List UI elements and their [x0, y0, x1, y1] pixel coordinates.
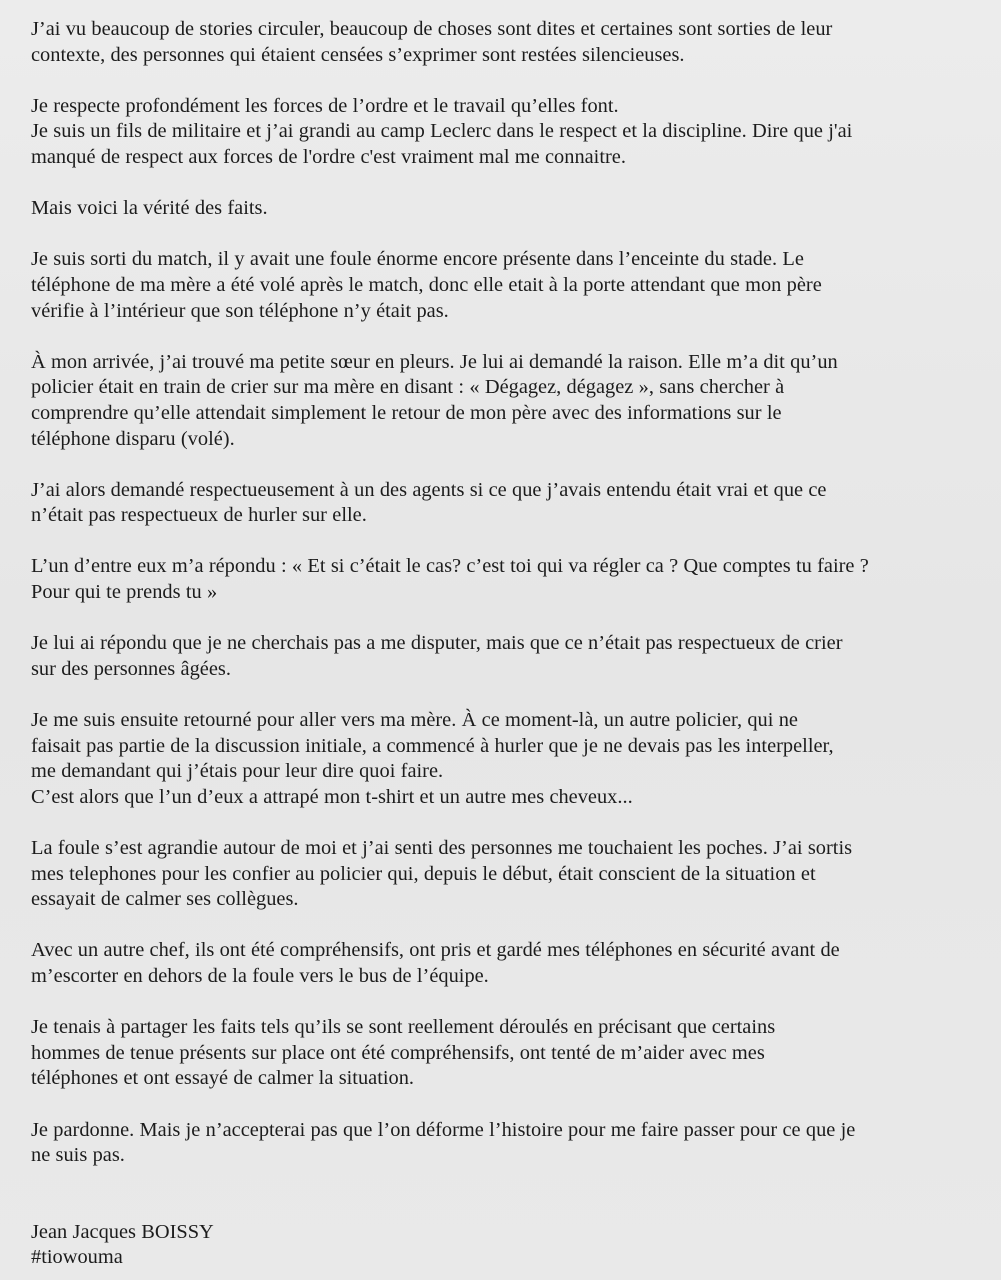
paragraph-stories [31, 17, 971, 68]
text-line: téléphone disparu (volé). [31, 427, 235, 450]
text-line: J’ai alors demandé respectueusement à un des agents si ce que j’avais entendu était vrai et que ce [31, 478, 827, 501]
text-line: mes telephones pour les confier au policier qui, depuis le début, était conscient de la situation et [31, 862, 816, 885]
paragraph-chief [31, 938, 971, 989]
paragraph-spacer [31, 68, 971, 94]
paragraph-spacer [31, 324, 971, 350]
signature-hashtag: #tiowouma [31, 1246, 123, 1269]
text-line: J’ai vu beaucoup de stories circuler, beaucoup de choses sont dites et certaines sont sorties de leur [31, 18, 833, 40]
signature-block [31, 1220, 971, 1271]
paragraph-spacer [31, 529, 971, 555]
text-line: Je suis un fils de militaire et j’ai grandi au camp Leclerc dans le respect et la discipline. Dire que j'ai [31, 120, 853, 143]
paragraph-spacer [31, 682, 971, 708]
paragraph-spacer [31, 606, 971, 632]
text-line: ne suis pas. [31, 1144, 125, 1167]
paragraph-spacer [31, 913, 971, 939]
signature-name: Jean Jacques BOISSY [31, 1220, 214, 1243]
text-line: essayait de calmer ses collègues. [31, 888, 299, 911]
paragraph-crowd [31, 836, 971, 913]
paragraph-spacer [31, 1092, 971, 1118]
paragraph-facts [31, 1015, 971, 1092]
text-line: me demandant qui j’étais pour leur dire quoi faire. [31, 760, 444, 783]
text-line: Mais voici la vérité des faits. [31, 197, 268, 220]
text-line: Avec un autre chef, ils ont été compréhensifs, ont pris et gardé mes téléphones en sécurité avant de [31, 939, 840, 962]
text-line: Je suis sorti du match, il y avait une foule énorme encore présente dans l’enceinte du stade. Le [31, 248, 804, 271]
paragraph-truth [31, 196, 971, 222]
text-line: manqué de respect aux forces de l'ordre c'est vraiment mal me connaitre. [31, 145, 626, 168]
text-line: sur des personnes âgées. [31, 657, 231, 680]
paragraph-answer [31, 631, 971, 682]
paragraph-reply [31, 554, 971, 605]
text-line: Je me suis ensuite retourné pour aller vers ma mère. À ce moment-là, un autre policier, qui ne [31, 709, 798, 732]
text-line: policier était en train de crier sur ma mère en disant : « Dégagez, dégagez », sans chercher à [31, 376, 785, 399]
text-line: La foule s’est agrandie autour de moi et j’ai senti des personnes me touchaient les poches. J’ai sortis [31, 837, 853, 859]
paragraph-respect [31, 94, 971, 171]
text-line: téléphones et ont essayé de calmer la situation. [31, 1067, 415, 1090]
text-line: contexte, des personnes qui étaient censées s’exprimer sont restées silencieuses. [31, 43, 685, 66]
text-line: C’est alors que l’un d’eux a attrapé mon t-shirt et un autre mes cheveux... [31, 785, 633, 808]
text-line: Je tenais à partager les faits tels qu’ils se sont reellement déroulés en précisant que certains [31, 1016, 776, 1039]
paragraph-spacer [31, 990, 971, 1016]
paragraph-arrival [31, 350, 971, 452]
text-line: comprendre qu’elle attendait simplement le retour de mon père avec des informations sur le [31, 401, 782, 424]
paragraph-match [31, 247, 971, 324]
paragraph-forgive [31, 1118, 971, 1169]
text-line: Je respecte profondément les forces de l’ordre et le travail qu’elles font. [31, 94, 619, 117]
paragraph-turned [31, 708, 971, 810]
text-line: téléphone de ma mère a été volé après le match, donc elle etait à la porte attendant que mon père [31, 273, 822, 296]
paragraph-spacer [31, 452, 971, 478]
text-line: Je pardonne. Mais je n’accepterai pas que l’on déforme l’histoire pour me faire passer pour ce que je [31, 1118, 856, 1141]
text-line: L’un d’entre eux m’a répondu : « Et si c’était le cas? c’est toi qui va régler ca ? Que comptes tu faire ? [31, 555, 869, 578]
paragraph-spacer [31, 222, 971, 248]
signature-spacer [31, 1169, 971, 1220]
text-line: Je lui ai répondu que je ne cherchais pas a me disputer, mais que ce n’était pas respectueux de crier [31, 632, 843, 655]
paragraph-spacer [31, 810, 971, 836]
text-line: Pour qui te prends tu » [31, 581, 218, 604]
text-line: faisait pas partie de la discussion initiale, a commencé à hurler que je ne devais pas les interpeller, [31, 734, 834, 757]
paragraph-asked [31, 478, 971, 529]
text-line: m’escorter en dehors de la foule vers le bus de l’équipe. [31, 964, 489, 987]
text-line: À mon arrivée, j’ai trouvé ma petite sœur en pleurs. Je lui ai demandé la raison. Elle m’a dit qu’un [31, 350, 838, 373]
text-line: hommes de tenue présents sur place ont été compréhensifs, ont tenté de m’aider avec mes [31, 1041, 765, 1064]
text-line: n’était pas respectueux de hurler sur elle. [31, 504, 367, 527]
paragraph-spacer [31, 171, 971, 197]
text-line: vérifie à l’intérieur que son téléphone n’y était pas. [31, 299, 449, 322]
